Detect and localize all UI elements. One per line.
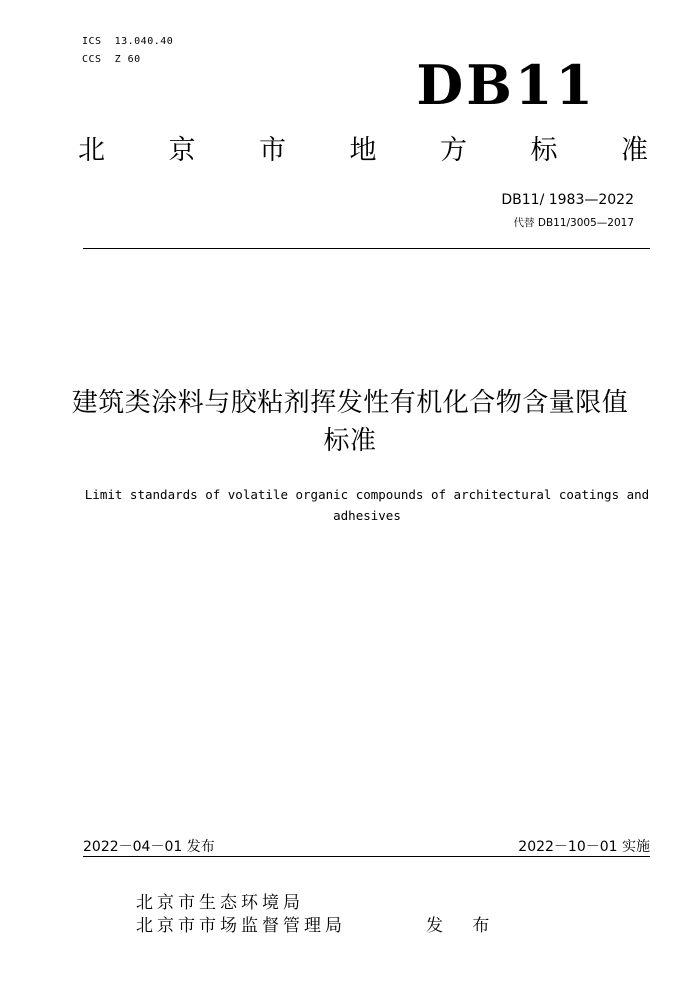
title-chinese: 建筑类涂料与胶粘剂挥发性有机化合物含量限值标准 — [71, 388, 629, 456]
issuer-ecology-bureau: 北京市生态环境局 — [136, 893, 304, 913]
replaces-standard: 代替 DB11/3005—2017 — [513, 217, 634, 229]
standard-number: DB11/ 1983—2022 — [501, 192, 634, 208]
standard-type-char: 北 — [78, 135, 105, 166]
header-divider — [83, 248, 650, 249]
ccs-code: CCS Z 60 — [82, 54, 141, 65]
standard-type-char: 方 — [440, 135, 467, 166]
db11-logo: DB11 — [416, 53, 596, 117]
standard-type-char: 地 — [349, 135, 377, 166]
standard-type-char: 市 — [259, 135, 286, 166]
issuer-market-bureau: 北京市市场监督管理局 — [136, 916, 346, 936]
ics-code: ICS 13.040.40 — [82, 36, 174, 47]
issue-label: 发 布 — [426, 916, 502, 936]
title-english: Limit standards of volatile organic compounds of architectural coatings and adhesives — [84, 487, 650, 523]
standard-type-char: 准 — [621, 135, 648, 166]
standard-type-char: 标 — [530, 135, 558, 166]
effective-date: 2022－10－01 实施 — [518, 839, 650, 855]
publish-date: 2022－04－01 发布 — [83, 839, 215, 855]
standard-type — [78, 137, 648, 164]
footer-divider — [83, 856, 650, 857]
standard-type-char: 京 — [168, 135, 196, 166]
